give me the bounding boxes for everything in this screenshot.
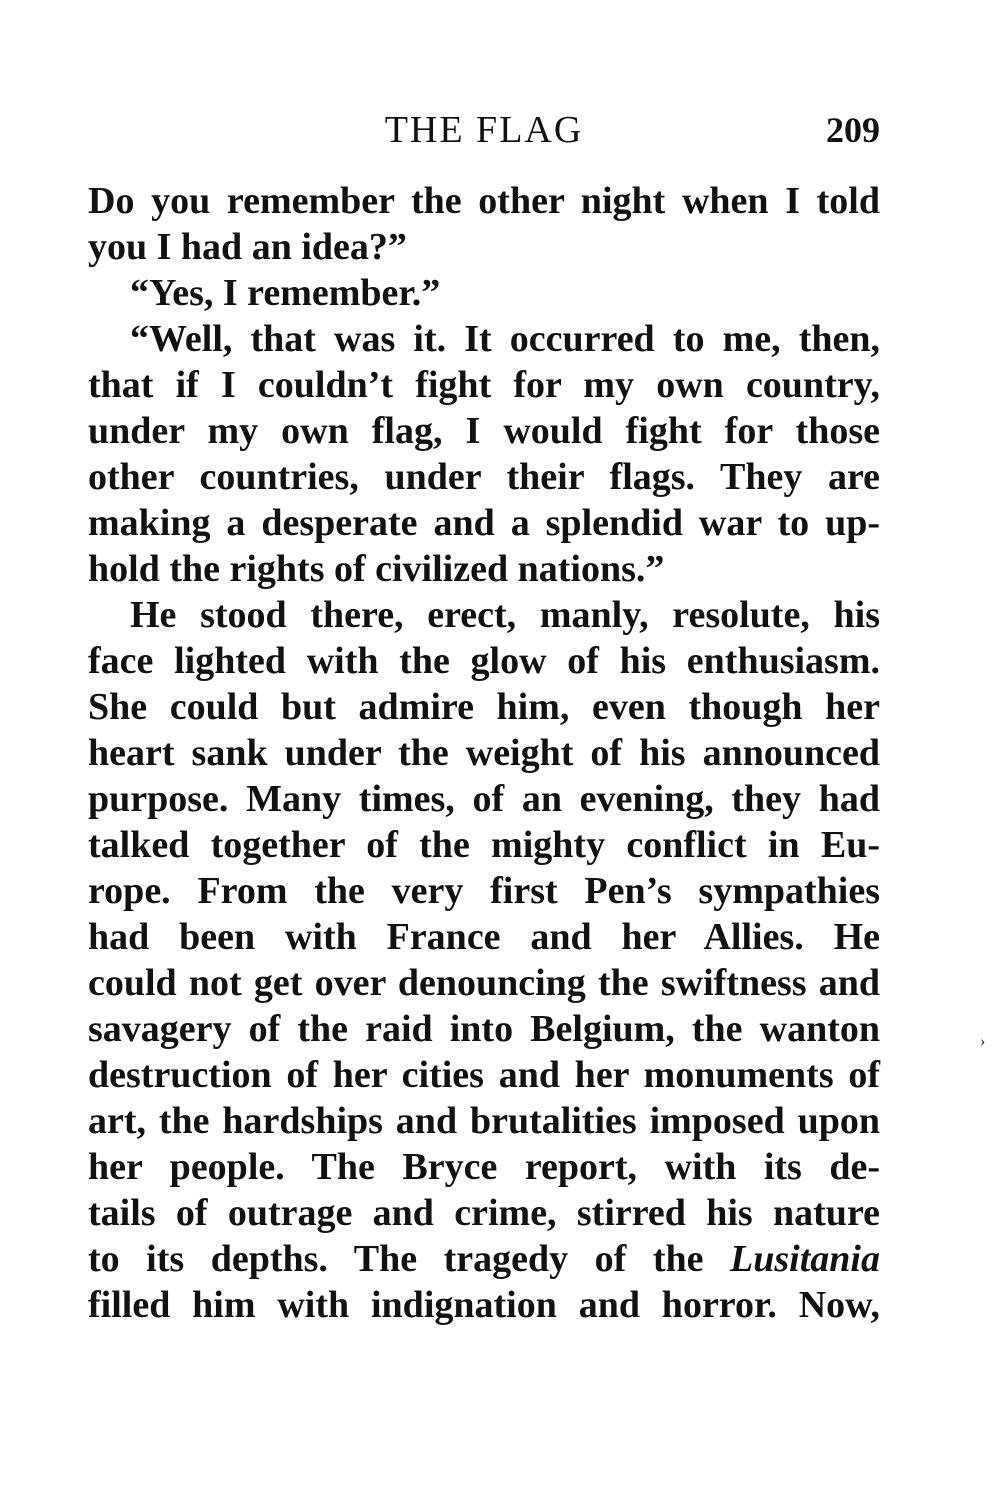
text-line: She could but admire him, even though her	[88, 686, 880, 728]
text-line: her people. The Bryce report, with its de-	[88, 1146, 880, 1188]
text-line: destruction of her cities and her monuments of	[88, 1054, 880, 1096]
text-line: other countries, under their flags. They are	[88, 456, 880, 498]
text-line: rope. From the very first Pen’s sympathies	[88, 870, 880, 912]
body-text	[88, 178, 880, 1328]
text-line: making a desperate and a splendid war to up-	[88, 502, 880, 544]
text-line: Do you remember the other night when I told	[88, 180, 880, 222]
text-line: face lighted with the glow of his enthusiasm.	[88, 640, 880, 682]
text-line: “Yes, I remember.”	[130, 272, 441, 314]
margin-mark: ›	[980, 1033, 986, 1050]
running-head	[88, 104, 880, 156]
text-line: that if I couldn’t fight for my own country,	[88, 364, 880, 406]
text-line: had been with France and her Allies. He	[88, 916, 880, 958]
text-line: He stood there, erect, manly, resolute, his	[130, 594, 880, 636]
text-line: purpose. Many times, of an evening, they had	[88, 778, 880, 820]
text-line: savagery of the raid into Belgium, the wanton	[88, 1008, 880, 1050]
text-line: could not get over denouncing the swiftness and	[88, 962, 880, 1004]
text-line: art, the hardships and brutalities imposed upon	[88, 1100, 880, 1142]
text-line: “Well, that was it. It occurred to me, then,	[130, 318, 880, 360]
running-title: THE FLAG	[384, 109, 584, 151]
text-line: hold the rights of civilized nations.”	[88, 548, 665, 590]
text-line: you I had an idea?”	[88, 226, 407, 268]
text-line: under my own flag, I would fight for those	[88, 410, 880, 452]
text-line: talked together of the mighty conflict in Eu-	[88, 824, 880, 866]
italic-title: Lusitania	[730, 1238, 880, 1280]
text-line: tails of outrage and crime, stirred his nature	[88, 1192, 880, 1234]
page-number: 209	[826, 110, 880, 150]
text-line: to its depths. The tragedy of the Lusitania	[88, 1238, 880, 1280]
text-line: heart sank under the weight of his announced	[88, 732, 880, 774]
text-line: filled him with indignation and horror. Now,	[88, 1284, 880, 1326]
